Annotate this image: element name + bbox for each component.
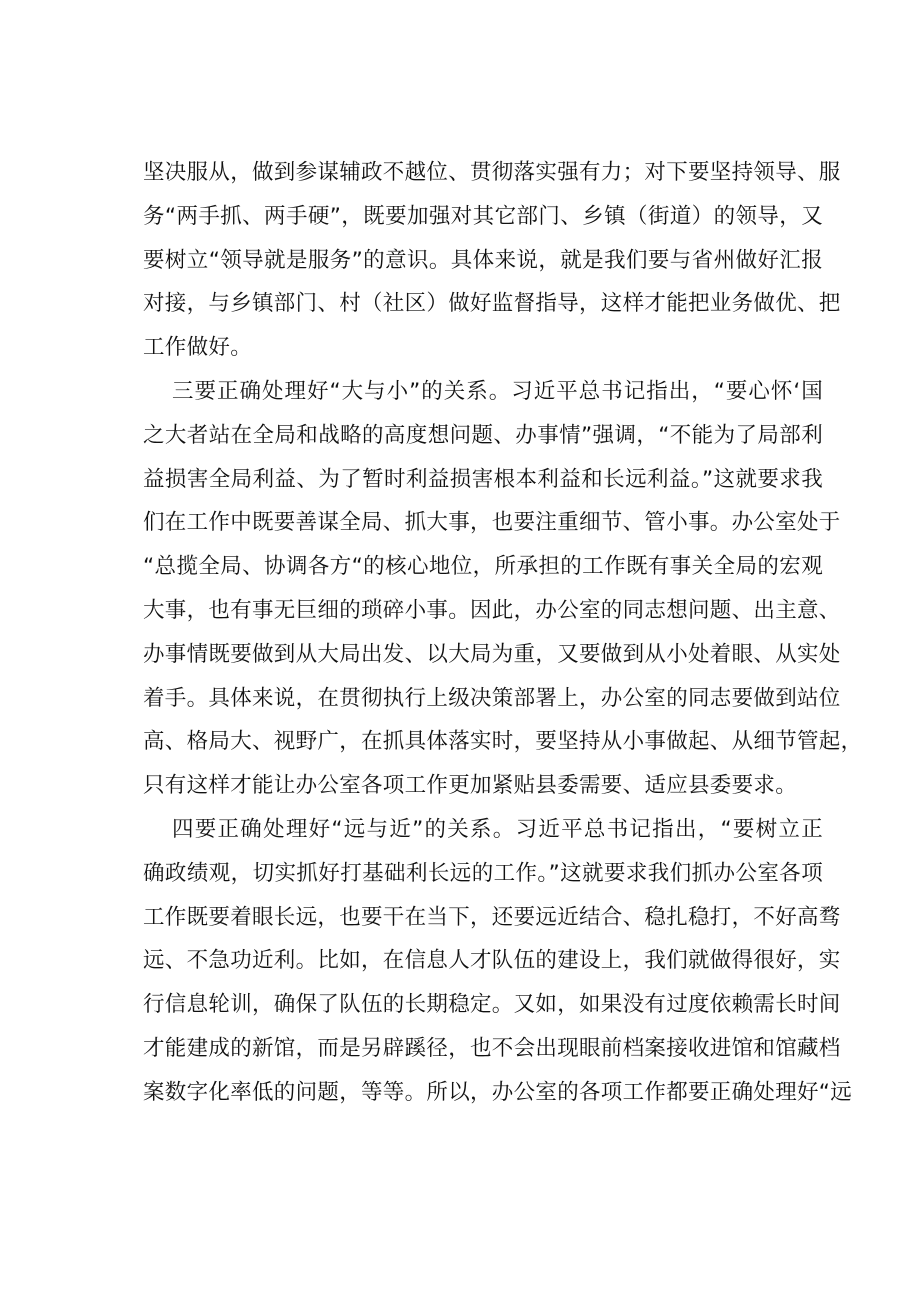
text-line: 三要正确处理好“大与小”的关系。习近平总书记指出，“要心怀‘国 — [172, 378, 823, 404]
text-line: 才能建成的新馆，而是另辟蹊径，也不会出现眼前档案接收进馆和馆藏档 — [143, 1035, 841, 1061]
text-line: 确政绩观，切实抓好打基础利长远的工作。”这就要求我们抓办公室各项 — [143, 860, 823, 886]
text-line: “总揽全局、协调各方“的核心地位，所承担的工作既有事关全局的宏观 — [143, 554, 823, 580]
text-line: 益损害全局利益、为了暂时利益损害根本利益和长远利益。”这就要求我 — [143, 466, 823, 492]
text-line: 务“两手抓、两手硬”，既要加强对其它部门、乡镇（街道）的领导，又 — [143, 203, 823, 229]
paragraph-big-small — [143, 370, 863, 808]
text-line: 只有这样才能让办公室各项工作更加紧贴县委需要、适应县委要求。 — [143, 773, 798, 799]
text-line: 对接，与乡镇部门、村（社区）做好监督指导，这样才能把业务做优、把 — [143, 291, 841, 317]
text-line: 坚决服从，做到参谋辅政不越位、贯彻落实强有力；对下要坚持领导、服 — [143, 160, 841, 185]
text-line: 大事，也有事无巨细的琐碎小事。因此，办公室的同志想问题、出主意、 — [143, 597, 841, 623]
text-line: 工作既要着眼长远，也要干在当下，还要远近结合、稳扎稳打，不好高骛 — [143, 904, 841, 930]
text-line: 远、不急功近利。比如，在信息人才队伍的建设上，我们就做得很好，实 — [143, 948, 841, 974]
text-line: 们在工作中既要善谋全局、抓大事，也要注重细节、管小事。办公室处于 — [143, 510, 841, 536]
text-line: 之大者站在全局和战略的高度想问题、办事情”强调，“不能为了局部利 — [143, 422, 823, 448]
text-line: 工作做好。 — [143, 335, 253, 361]
paragraph-continuation — [143, 151, 841, 370]
paragraph-far-near — [143, 808, 853, 1115]
text-line: 要树立“领导就是服务”的意识。具体来说，就是我们要与省州做好汇报 — [143, 247, 823, 273]
body-text — [143, 151, 863, 1115]
text-line: 案数字化率低的问题，等等。所以，办公室的各项工作都要正确处理好“远 — [143, 1079, 853, 1105]
text-line: 着手。具体来说，在贯彻执行上级决策部署上，办公室的同志要做到站位 — [143, 685, 841, 711]
text-line: 办事情既要做到从大局出发、以大局为重，又要做到从小处着眼、从实处 — [143, 641, 841, 667]
text-line: 四要正确处理好“远与近”的关系。习近平总书记指出，“要树立正 — [172, 816, 823, 842]
text-line: 行信息轮训，确保了队伍的长期稳定。又如，如果没有过度依赖需长时间 — [143, 992, 841, 1018]
text-line: 高、格局大、视野广，在抓具体落实时，要坚持从小事做起、从细节管起， — [143, 729, 863, 755]
